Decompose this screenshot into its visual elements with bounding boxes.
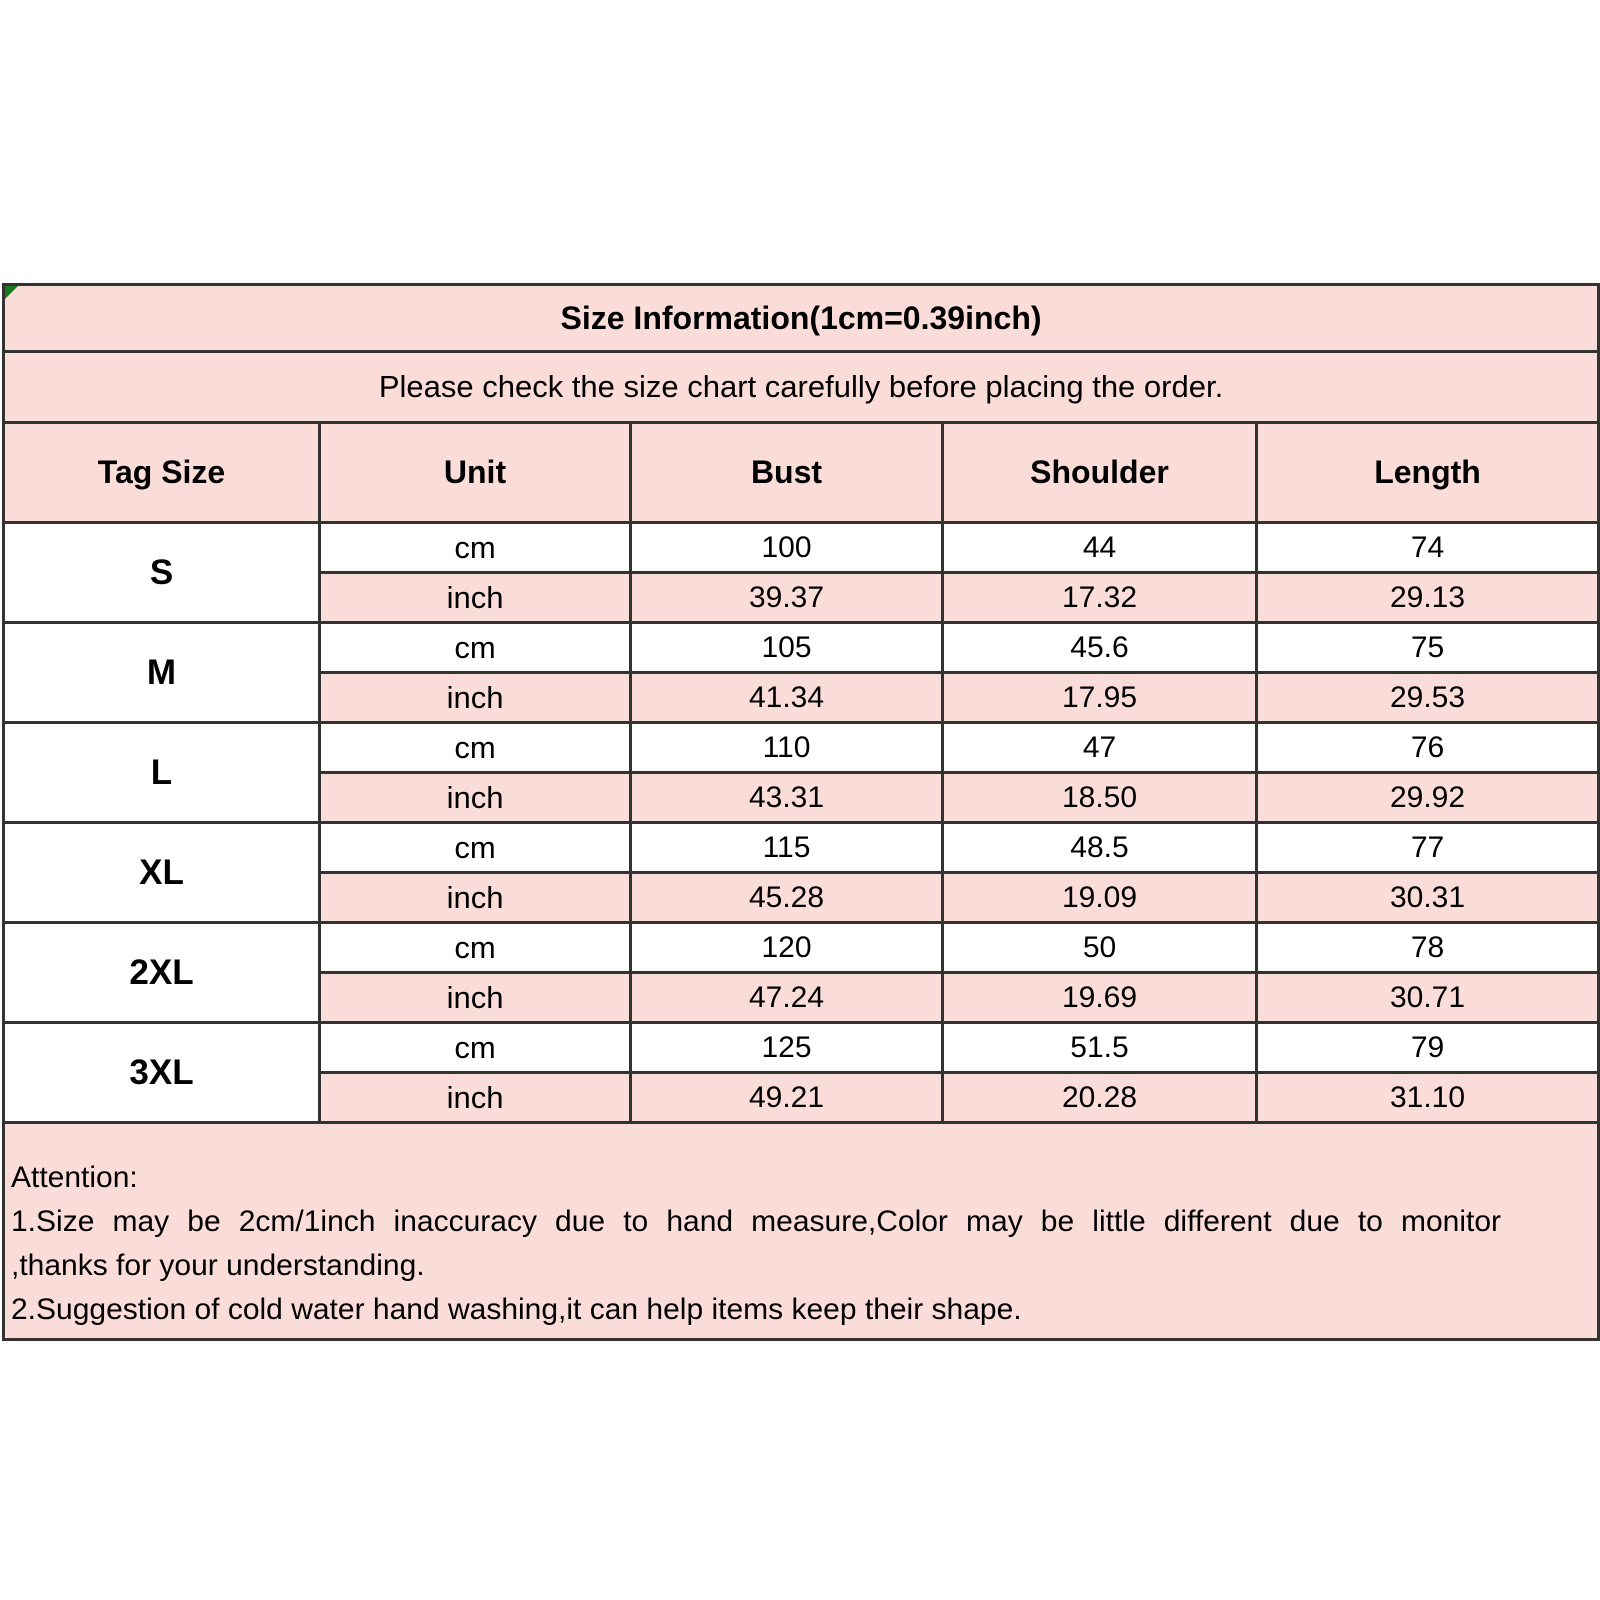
bust-cm-value: 105: [631, 623, 943, 673]
shoulder-cm-value: 51.5: [943, 1023, 1257, 1073]
shoulder-inch-value: 19.69: [943, 973, 1257, 1023]
bust-cm-value: 115: [631, 823, 943, 873]
col-header-shoulder: Shoulder: [943, 423, 1257, 523]
col-header-length: Length: [1257, 423, 1599, 523]
bust-inch-value: 45.28: [631, 873, 943, 923]
unit-inch-label: inch: [320, 873, 631, 923]
col-header-unit: Unit: [320, 423, 631, 523]
bust-inch-value: 47.24: [631, 973, 943, 1023]
attention-line-3: 2.Suggestion of cold water hand washing,it can help items keep their shape.: [11, 1293, 1022, 1326]
shoulder-cm-value: 45.6: [943, 623, 1257, 673]
table-row-3xl-cm: [4, 1023, 1599, 1073]
length-inch-value: 29.53: [1257, 673, 1599, 723]
length-inch-value: 29.13: [1257, 573, 1599, 623]
attention-row: [4, 1123, 1599, 1340]
bust-cm-value: 125: [631, 1023, 943, 1073]
unit-inch-label: inch: [320, 773, 631, 823]
table-row-m-cm: [4, 623, 1599, 673]
length-inch-value: 30.71: [1257, 973, 1599, 1023]
unit-cm-label: cm: [320, 923, 631, 973]
shoulder-inch-value: 17.95: [943, 673, 1257, 723]
shoulder-inch-value: 17.32: [943, 573, 1257, 623]
bust-cm-value: 110: [631, 723, 943, 773]
bust-inch-value: 49.21: [631, 1073, 943, 1123]
unit-cm-label: cm: [320, 1023, 631, 1073]
shoulder-cm-value: 44: [943, 523, 1257, 573]
shoulder-cm-value: 48.5: [943, 823, 1257, 873]
size-tag-2xl: 2XL: [4, 923, 320, 1023]
shoulder-inch-value: 19.09: [943, 873, 1257, 923]
size-tag-m: M: [4, 623, 320, 723]
unit-inch-label: inch: [320, 1073, 631, 1123]
corner-marker-triangle: [5, 286, 18, 299]
col-header-bust: Bust: [631, 423, 943, 523]
length-inch-value: 29.92: [1257, 773, 1599, 823]
unit-cm-label: cm: [320, 623, 631, 673]
bust-cm-value: 100: [631, 523, 943, 573]
chart-title: Size Information(1cm=0.39inch): [4, 285, 1599, 352]
length-cm-value: 77: [1257, 823, 1599, 873]
attention-line-1: 1.Size may be 2cm/1inch inaccuracy due to hand measure,Color may be little different due to monitor: [11, 1205, 1501, 1238]
attention-line-2: ,thanks for your understanding.: [11, 1249, 425, 1282]
length-cm-value: 78: [1257, 923, 1599, 973]
title-row: [4, 285, 1599, 352]
attention-block: [5, 1124, 1597, 1338]
length-cm-value: 79: [1257, 1023, 1599, 1073]
length-cm-value: 74: [1257, 523, 1599, 573]
size-tag-3xl: 3XL: [4, 1023, 320, 1123]
unit-cm-label: cm: [320, 723, 631, 773]
length-inch-value: 30.31: [1257, 873, 1599, 923]
bust-inch-value: 41.34: [631, 673, 943, 723]
bust-cm-value: 120: [631, 923, 943, 973]
bust-inch-value: 39.37: [631, 573, 943, 623]
unit-inch-label: inch: [320, 673, 631, 723]
size-chart: [2, 283, 1597, 1341]
table-row-xl-cm: [4, 823, 1599, 873]
size-tag-xl: XL: [4, 823, 320, 923]
unit-cm-label: cm: [320, 523, 631, 573]
shoulder-inch-value: 18.50: [943, 773, 1257, 823]
attention-heading: Attention:: [11, 1161, 138, 1194]
bust-inch-value: 43.31: [631, 773, 943, 823]
unit-cm-label: cm: [320, 823, 631, 873]
length-cm-value: 76: [1257, 723, 1599, 773]
table-row-l-cm: [4, 723, 1599, 773]
table-row-s-cm: [4, 523, 1599, 573]
size-tag-l: L: [4, 723, 320, 823]
length-inch-value: 31.10: [1257, 1073, 1599, 1123]
size-tag-s: S: [4, 523, 320, 623]
shoulder-cm-value: 47: [943, 723, 1257, 773]
subtitle-row: [4, 352, 1599, 423]
unit-inch-label: inch: [320, 973, 631, 1023]
chart-subtitle: Please check the size chart carefully before placing the order.: [4, 352, 1599, 423]
attention-cell: [4, 1123, 1599, 1340]
column-header-row: [4, 423, 1599, 523]
shoulder-cm-value: 50: [943, 923, 1257, 973]
table-row-2xl-cm: [4, 923, 1599, 973]
shoulder-inch-value: 20.28: [943, 1073, 1257, 1123]
length-cm-value: 75: [1257, 623, 1599, 673]
size-chart-table: [2, 283, 1600, 1341]
unit-inch-label: inch: [320, 573, 631, 623]
col-header-tag-size: Tag Size: [4, 423, 320, 523]
